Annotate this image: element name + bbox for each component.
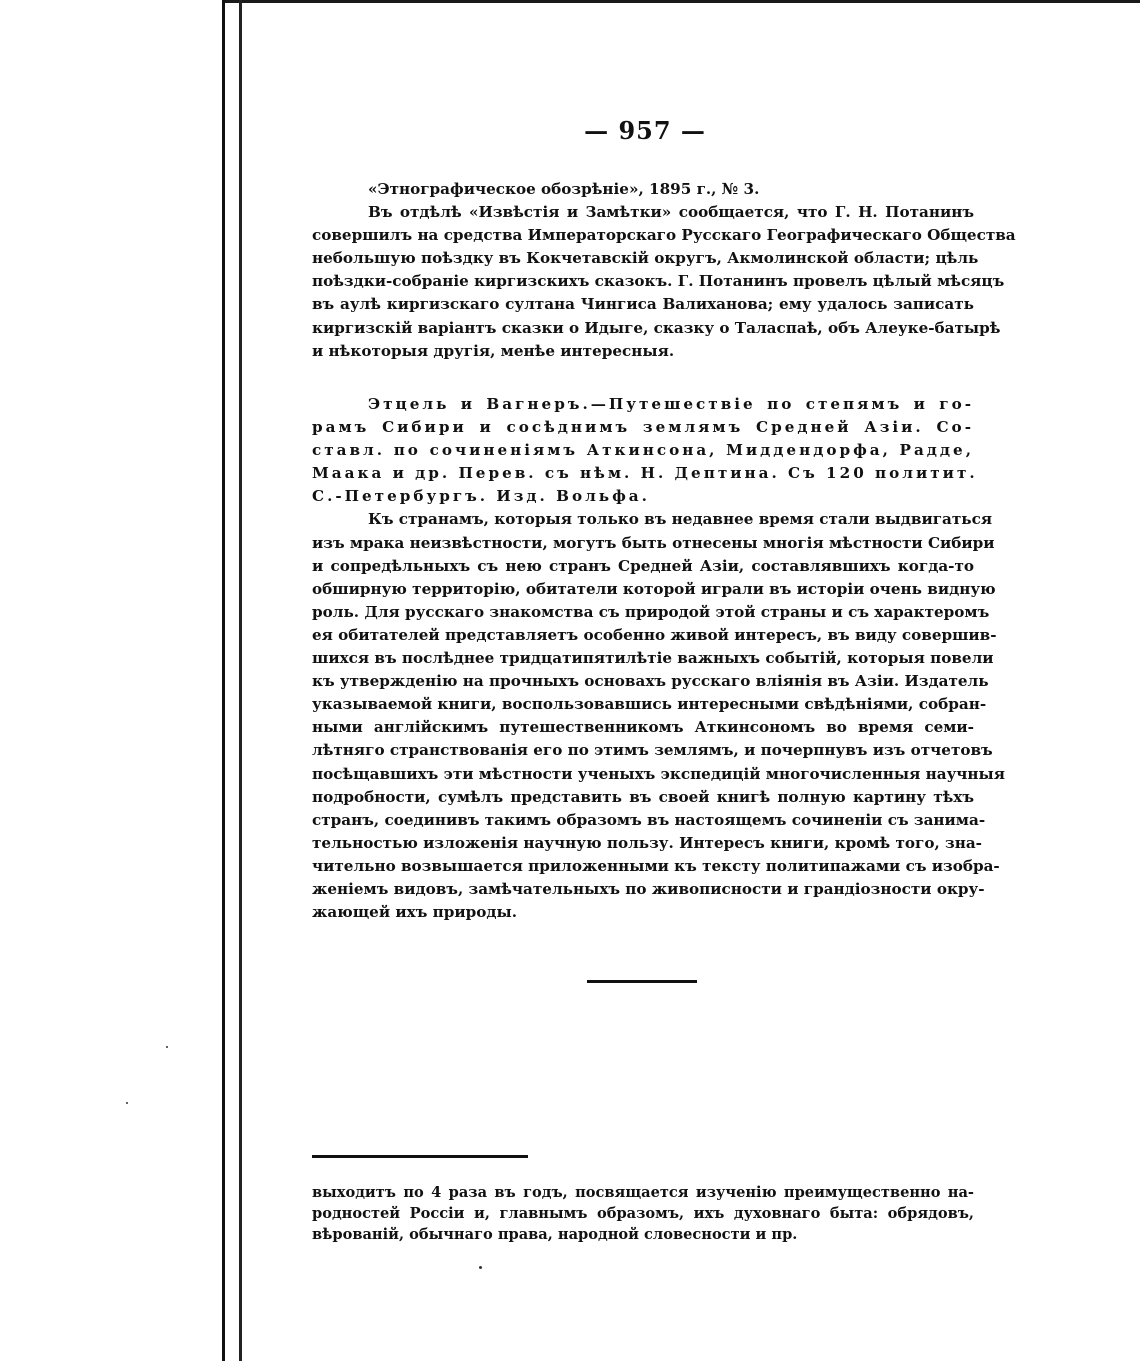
- text-line: и нѣкоторыя другія, менѣе интересныя.: [312, 341, 675, 360]
- text-line: ея обитателей представляетъ особенно живой интересъ, въ виду совершив-: [312, 625, 997, 644]
- review-etzel-wagner: [312, 393, 1005, 924]
- review-heading: «Этнографическое обозрѣніе», 1895 г., № 3.: [368, 180, 760, 198]
- text-line: Въ отдѣлѣ «Извѣстія и Замѣтки» сообщается, что Г. Н. Потанинъ: [368, 203, 974, 222]
- page-number: — 957 —: [584, 116, 706, 145]
- text-line: и сопредѣльныхъ съ нею странъ Средней Азіи, составлявшихъ когда-то: [312, 556, 974, 575]
- footnote: [312, 1182, 974, 1245]
- text-line: жающей ихъ природы.: [312, 903, 518, 922]
- binding-edge-line: [222, 0, 225, 1361]
- text-line: женіемъ видовъ, замѣчательныхъ по живописности и грандіозности окру-: [312, 879, 985, 898]
- text-line: киргизскій варіантъ сказки о Идыге, сказку о Таласпаѣ, объ Алеуке-батырѣ: [312, 318, 1001, 337]
- review-ethnographic-review: [312, 178, 1016, 363]
- text-line: роль. Для русскаго знакомства съ природой этой страны и съ характеромъ: [312, 602, 990, 621]
- text-line: ными англійскимъ путешественникомъ Аткинсономъ во время семи-: [312, 718, 974, 737]
- top-edge-rule: [222, 0, 1140, 3]
- review-heading-line: Этцель и Вагнеръ.—Путешествіе по степямъ и го-: [368, 395, 974, 413]
- review-heading-line: ставл. по сочиненіямъ Аткинсона, Миддендорфа, Радде,: [312, 441, 974, 460]
- text-line: въ аулѣ киргизскаго султана Чингиса Валиханова; ему удалось записать: [312, 295, 974, 314]
- text-line: подробности, сумѣлъ представить въ своей книгѣ полную картину тѣхъ: [312, 787, 974, 806]
- text-line: лѣтняго странствованія его по этимъ землямъ, и почерпнувъ изъ отчетовъ: [312, 741, 993, 760]
- text-line: совершилъ на средства Императорскаго Русскаго Географическаго Общества: [312, 226, 1016, 245]
- footnote-line: выходитъ по 4 раза въ годъ, посвящается изученію преимущественно на-: [312, 1184, 974, 1201]
- footnote-line: вѣрованій, обычнаго права, народной словесности и пр.: [312, 1226, 798, 1243]
- text-line: посѣщавшихъ эти мѣстности ученыхъ экспедицій многочисленныя научныя: [312, 764, 1005, 783]
- text-line: шихся въ послѣднее тридцатипятилѣтіе важныхъ событій, которыя повели: [312, 649, 994, 668]
- review-heading-line: Маака и др. Перев. съ нѣм. Н. Дептина. Съ 120 политит.: [312, 464, 978, 483]
- text-line: обширную территорію, обитатели которой играли въ исторіи очень видную: [312, 579, 996, 598]
- text-line: къ утвержденію на прочныхъ основахъ русскаго вліянія въ Азіи. Издатель: [312, 672, 989, 691]
- review-heading-line: С.-Петербургъ. Изд. Вольфа.: [312, 487, 650, 506]
- text-line: небольшую поѣздку въ Кокчетавскій округъ, Акмолинской области; цѣль: [312, 249, 979, 268]
- footnote-line: родностей Россіи и, главнымъ образомъ, ихъ духовнаго быта: обрядовъ,: [312, 1205, 974, 1222]
- speck-mark: [166, 1046, 168, 1048]
- speck-mark: [479, 1266, 482, 1269]
- section-end-rule: [587, 980, 697, 983]
- text-line: Къ странамъ, которыя только въ недавнее время стали выдвигаться: [368, 510, 993, 529]
- text-line: тельностью изложенія научную пользу. Интересъ книги, кромѣ того, зна-: [312, 833, 982, 852]
- binding-edge-line-inner: [239, 0, 242, 1361]
- speck-mark: [126, 1102, 128, 1104]
- text-line: изъ мрака неизвѣстности, могутъ быть отнесены многія мѣстности Сибири: [312, 533, 995, 552]
- text-line: указываемой книги, воспользовавшись интересными свѣдѣніями, собран-: [312, 695, 987, 714]
- text-line: поѣздки-собраніе киргизскихъ сказокъ. Г. Потанинъ провелъ цѣлый мѣсяцъ: [312, 272, 1005, 291]
- review-heading-line: рамъ Сибири и сосѣднимъ землямъ Средней Азіи. Со-: [312, 418, 974, 437]
- text-line: странъ, соединивъ такимъ образомъ въ настоящемъ сочиненіи съ занима-: [312, 810, 986, 829]
- text-line: чительно возвышается приложенными къ тексту политипажами съ изобра-: [312, 856, 1000, 875]
- footnote-separator: [312, 1155, 528, 1158]
